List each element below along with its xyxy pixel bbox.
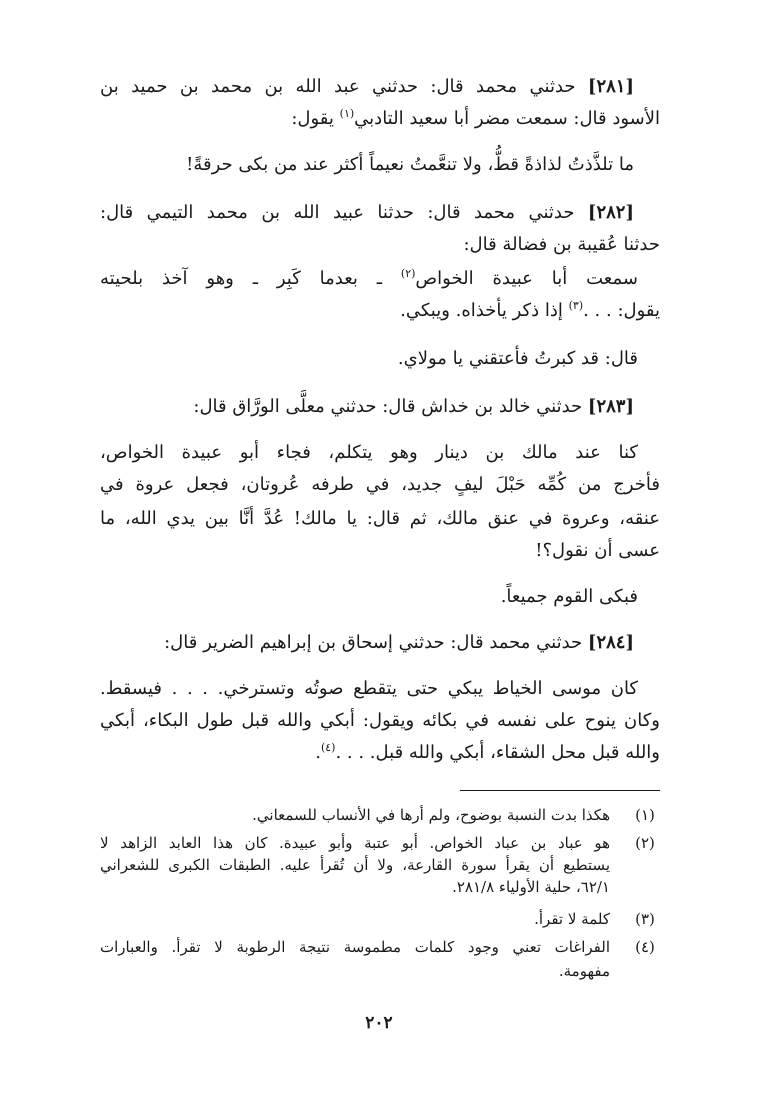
book-page: [٢٨١] حدثني محمد قال: حدثني عبد الله بن محمد بن حميد بن الأسود قال: سمعت مضر أبا سعيد التادبي$^{(١)}$ يقول: ما تلذَّذتُ لذاذةً قطُّ، ولا تنعَّمتُ نعيماً أكثر عند من بكى حرقةً! [٢٨٢] حدثني محمد قال: حدثنا عبيد الله بن محمد التيمي قال: حدثنا عُقيبة بن فضالة قال: سمعت أبا عبيدة الخواص$^{(٢)}$ ـ بعدما كَبِر ـ وهو آخذ بلحيته يقول: . . .$^{(٣)}$ إذا ذكر يأخذاه. ويبكي. قال: قد كبرتُ فأعتقني يا مولاي. [٢٨٣] حدثني خالد بن خداش قال: حدثني معلَّى الورَّاق قال: كنا عند مالك بن دينار وهو يتكلم، فجاء أبو عبيدة الخواص، فأخرج من كُمِّه حَبْلَ ليفٍ جديد، في طرفه عُروتان، فجعل عروة في عنقه، وعروة في عنق مالك، ثم قال: يا مالك! عُدَّ أنَّا بين يدي الله، ما عسى أن نقول؟! فبكى القوم جميعاً. [٢٨٤] حدثني محمد قال: حدثني إسحاق بن إبراهيم الضرير قال: كان موسى الخياط يبكي حتى يتقطع صوتُه وتسترخي. . . . فيسقط. وكان ينوح على نفسه في بكائه ويقول: أبكي والله قبل طول البكاء، أبكي والله قبل محل الشقاء، أبكي والله قبل. . . .$^{(٤)}$. (١) هكذا بدت النسبة بوضوح، ولم أرها في الأنساب للسمعاني. (٢) هو عباد بن عباد الخواص. أبو عتبة وأبو عبيدة. كان هذا العابد الزاهد لا يستطيع أن يقرأ سورة القارعة، ولا أن تُقرأ عليه. الطبقات الكبرى للشعراني ٦٢/١، حلية الأولياء ٢٨١/٨. (٣) كلمة لا تقرأ. (٤) الفراغات تعني وجود كلمات مطموسة نتيجة الرطوبة لا تقرأ. والعبارات مفهومة.: [100, 58, 660, 1058]
entry-284-line-2: كان موسى الخياط يبكي حتى يتقطع صوتُه وتسترخي. . . . فيسقط.: [100, 678, 638, 699]
entry-281-line-2: الأسود قال: سمعت مضر أبا سعيد التادبي$^{(١)}$ يقول:: [291, 107, 660, 129]
footnote-ref: (١): [339, 107, 355, 120]
entry-284-line-4: والله قبل محل الشقاء، أبكي والله قبل. . . .$^{(٤)}$.: [315, 741, 660, 763]
entry-283-line-5: عسى أن نقول؟!: [535, 540, 660, 561]
entry-283-line-6: فبكى القوم جميعاً.: [500, 586, 638, 607]
footnote-divider: [460, 790, 660, 791]
entry-282-line-3: سمعت أبا عبيدة الخواص$^{(٢)}$ ـ بعدما كَبِر ـ وهو آخذ بلحيته: [100, 267, 638, 289]
footnote-ref: (٢): [400, 267, 416, 280]
entry-283-line-2: كنا عند مالك بن دينار وهو يتكلم، فجاء أبو عبيدة الخواص،: [100, 442, 638, 463]
entry-284-line-1: [٢٨٤] حدثني محمد قال: حدثني إسحاق بن إبراهيم الضرير قال:: [164, 632, 634, 653]
entry-282-line-5: قال: قد كبرتُ فأعتقني يا مولاي.: [397, 348, 638, 369]
entry-number: [٢٨١]: [587, 76, 634, 97]
entry-282-line-1: [٢٨٢] حدثني محمد قال: حدثنا عبيد الله بن محمد التيمي قال:: [100, 202, 634, 223]
entry-281-line-1: [٢٨١] حدثني محمد قال: حدثني عبد الله بن محمد بن حميد بن: [100, 76, 634, 97]
entry-number: [٢٨٣]: [587, 396, 634, 417]
entry-283-line-3: فأخرج من كُمِّه حَبْلَ ليفٍ جديد، في طرفه عُروتان، فجعل عروة في: [100, 474, 660, 495]
entry-282-line-4: يقول: . . .$^{(٣)}$ إذا ذكر يأخذاه. ويبكي.: [400, 299, 660, 321]
entry-283-line-1: [٢٨٣] حدثني خالد بن خداش قال: حدثني معلَّى الورَّاق قال:: [193, 396, 634, 417]
entry-283-line-4: عنقه، وعروة في عنق مالك، ثم قال: يا مالك! عُدَّ أنَّا بين يدي الله، ما: [100, 508, 660, 529]
entry-284-line-3: وكان ينوح على نفسه في بكائه ويقول: أبكي والله قبل طول البكاء، أبكي: [100, 710, 660, 731]
entry-number: [٢٨٤]: [587, 632, 634, 653]
entry-282-line-2: حدثنا عُقيبة بن فضالة قال:: [463, 234, 660, 255]
entry-281-line-3: ما تلذَّذتُ لذاذةً قطُّ، ولا تنعَّمتُ نعيماً أكثر عند من بكى حرقةً!: [186, 154, 634, 175]
footnote-ref: (٤): [320, 741, 336, 754]
page-number: ٢٠٢: [365, 1013, 393, 1033]
entry-number: [٢٨٢]: [587, 202, 634, 223]
footnote-ref: (٣): [568, 299, 584, 312]
